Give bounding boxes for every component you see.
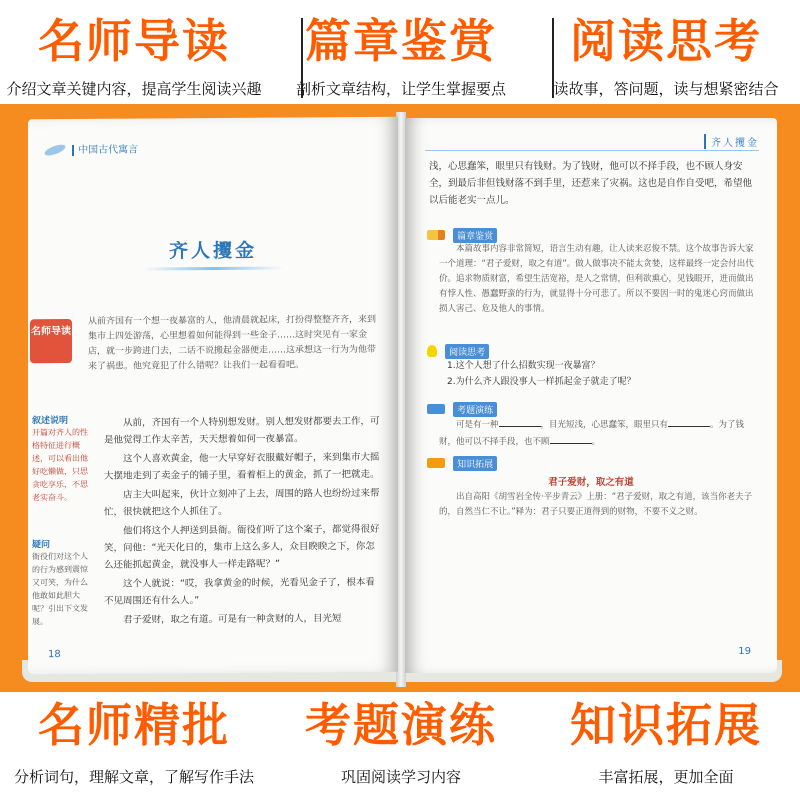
- story-paragraph: 店主大叫起来，伙计立刻冲了上去，周围的路人也纷纷过来帮忙，很快就把这个人抓住了。: [104, 487, 380, 518]
- story-paragraph: 君子爱财，取之有道。可是有一种贪财的人，目光短: [123, 613, 342, 626]
- note-narration: [32, 413, 94, 504]
- feature-title: 考题演练: [305, 698, 497, 752]
- page-number: 18: [48, 649, 61, 661]
- feature-subtitle: 剖析文章结构，让学生掌握要点: [295, 80, 506, 98]
- feature-extension: [532, 692, 800, 800]
- feature-title: 知识拓展: [570, 698, 762, 752]
- extension-text: 出自高阳《胡雪岩全传·平步青云》上册：“君子爱财，取之有道，该当你老夫子的，自然当仁不让。”释为：君子只要正道得到的财物，不要不义之财。: [439, 492, 753, 517]
- feature-exercise: [270, 692, 532, 800]
- guide-badge-label: 名师导读: [31, 325, 71, 338]
- feature-subtitle: 介绍文章关键内容，提高学生阅读兴趣: [6, 80, 262, 98]
- section-tag: 阅读思考: [445, 344, 489, 359]
- exercise-part: 。为了钱财，他可以不择手段，也不顾: [439, 420, 745, 447]
- fill-blank[interactable]: [668, 416, 710, 427]
- story-body: [104, 413, 384, 629]
- section-tag: 考题演练: [453, 402, 497, 417]
- book-icon: [427, 458, 445, 468]
- note-text: 开篇对齐人的性格特征进行概述，可以看出他好吃懒做，只思贪吃享乐，不思老实奋斗。: [32, 427, 88, 503]
- note-title: 叙述说明: [32, 416, 69, 427]
- extension-title: 君子爱财，取之有道: [548, 477, 634, 488]
- question-1: 1.这个人想了什么招数实现一夜暴富？: [447, 361, 600, 371]
- exercise-part: 可是有一种: [456, 420, 499, 430]
- story-title: 齐人攫金: [168, 239, 257, 263]
- exercise-text: [439, 416, 761, 450]
- story-paragraph: 从前，齐国有一个人特别想发财。别人想发财都要去工作，可是他觉得工作太辛苦，天天想着如何一夜暴富。: [104, 415, 380, 446]
- feature-subtitle: 巩固阅读学习内容: [340, 768, 461, 786]
- section-extension: [427, 452, 498, 471]
- header-tag: 齐人攫金: [704, 134, 759, 149]
- guide-badge: [30, 319, 72, 363]
- feature-subtitle: 分析词句，理解文章，了解写作手法: [13, 768, 254, 786]
- section-tag: 知识拓展: [453, 456, 497, 471]
- feather-icon: [43, 143, 66, 158]
- fill-blank[interactable]: [550, 433, 592, 444]
- book-icon: [427, 404, 445, 414]
- lightbulb-icon: [427, 345, 437, 357]
- feature-subtitle: 读故事，答问题，读与想紧密结合: [553, 80, 779, 98]
- fill-blank[interactable]: [499, 416, 541, 427]
- story-title-box: [133, 235, 293, 270]
- page-number: 19: [738, 646, 751, 657]
- section-appreciation: [427, 224, 498, 243]
- feature-annotation: [0, 692, 268, 800]
- section-tag: 篇章鉴赏: [453, 228, 497, 243]
- section-exercise: [427, 398, 498, 417]
- series-name: 中国古代寓言: [72, 145, 138, 156]
- feature-thinking: [532, 0, 800, 104]
- section-thinking: [427, 340, 490, 359]
- feature-title: 篇章鉴赏: [305, 14, 497, 68]
- right-page: [405, 118, 777, 673]
- exercise-part: 。: [591, 437, 601, 447]
- note-question: [32, 537, 94, 628]
- question-2: 2.为什么齐人跟没事人一样抓起金子就走了呢？: [447, 377, 636, 387]
- story-paragraph: 这个人就说：“哎，我拿黄金的时候，光看见金子了，根本看不见周围还有什么人。”: [104, 576, 375, 607]
- note-text: 衙役们对这个人的行为感到震惊又可笑，为什么他敢如此胆大呢？引出下文发展。: [32, 551, 88, 627]
- series-header: [44, 141, 138, 157]
- continued-text: 浅，心思蠢笨，眼里只有钱财。为了钱财，他可以不择手段，也不顾人身安全，到最后非但钱财落不到手里，还惹来了灾祸。这也是自作自受吧，希望他以后能老实一点儿。: [429, 161, 753, 206]
- title-underline: [143, 267, 283, 271]
- feature-title: 名师导读: [38, 14, 230, 68]
- pencil-icon: [427, 230, 445, 240]
- header-rule: [425, 150, 759, 151]
- note-title: 疑问: [32, 540, 51, 551]
- story-paragraph: 他们将这个人押送到县衙。衙役们听了这个案子，都觉得很好笑，问他：“光天化日的，集市上这么多人，众目睽睽之下，你怎么还能抓起黄金，就没事人一样走路呢？”: [104, 523, 380, 571]
- exercise-part: ，目光短浅，心思蠢笨，眼里只有: [540, 420, 669, 430]
- left-page: [28, 117, 398, 675]
- appreciation-text: 本篇故事内容非常简短，语言生动有趣，让人读来忍俊不禁。这个故事告诉大家一个道理：“君子爱财，取之有道”。做人做事决不能太贪婪，这样最终一定会付出代价。追求物质财富，希望生活宽裕，是人之常情，但利欲熏心，见钱眼开，进而做出有悖人性、愚蠢野蛮的行为，就显得十分可悲了。所以不要因一时的鬼迷心窍而做出损人害己、危及他人的事情。: [439, 244, 754, 314]
- feature-title: 名师精批: [38, 698, 230, 752]
- feature-appreciation: [270, 0, 532, 104]
- feature-title: 阅读思考: [570, 14, 762, 68]
- story-paragraph: 这个人喜欢黄金，他一大早穿好衣服戴好帽子，来到集市大摇大摆地走到了卖金子的铺子里，看着柜上的黄金，抓了一把就走。: [104, 451, 380, 482]
- guide-text: 从前齐国有一个想一夜暴富的人，他清晨就起床，打扮得整整齐齐，来到集市上四处游荡，心里想着如何能得到一些金子……这时突见有一家金店，就一步跨进门去，二话不说搬起金器便走……这承想这一行为为他带来了祸患。他究竟犯了什么错呢？让我们一起看看吧。: [88, 314, 377, 372]
- feature-guide: [0, 0, 268, 104]
- feature-subtitle: 丰富拓展，更加全面: [598, 768, 734, 786]
